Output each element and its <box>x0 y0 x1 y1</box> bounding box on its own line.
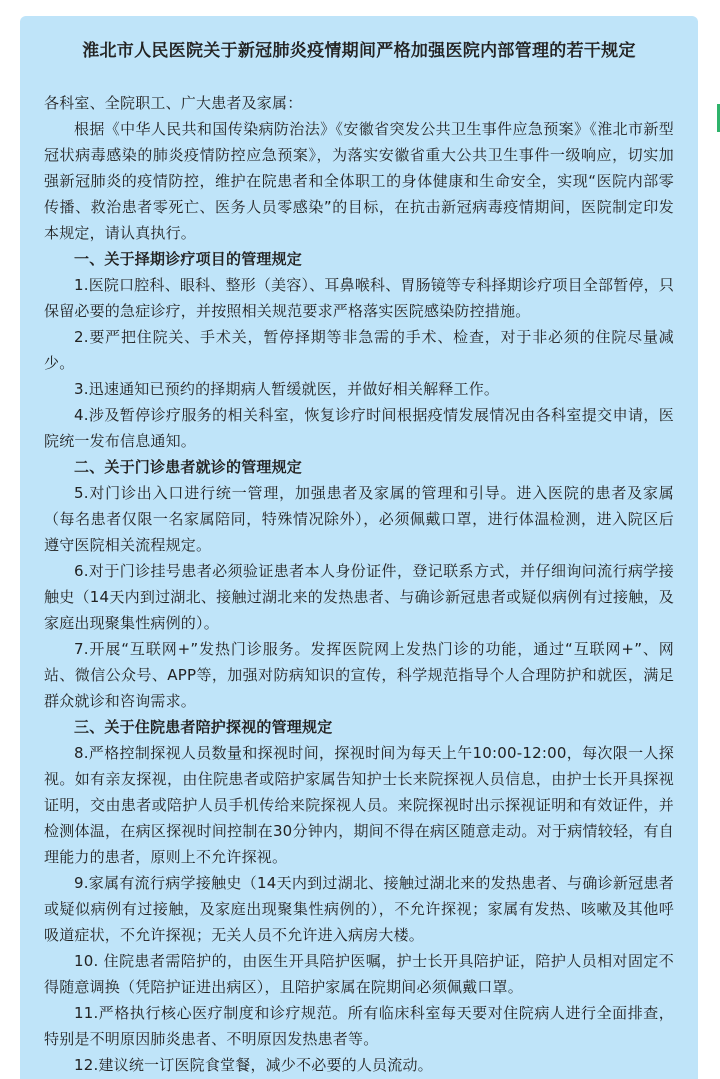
document-body <box>44 90 674 1078</box>
regulation-item-6: 6.对于门诊挂号患者必须验证患者本人身份证件，登记联系方式，并仔细询问流行病学接触史（14天内到过湖北、接触过湖北来的发热患者、与确诊新冠患者或疑似病例有过接触，及家庭出现聚集性病例的）。 <box>44 562 674 632</box>
section-heading-2: 二、关于门诊患者就诊的管理规定 <box>74 458 303 476</box>
regulation-item-12: 12.建议统一订医院食堂餐，减少不必要的人员流动。 <box>74 1056 433 1074</box>
regulation-item-8: 8.严格控制探视人员数量和探视时间，探视时间为每天上午10:00-12:00，每次限一人探视。如有亲友探视，由住院患者或陪护家属告知护士长来院探视人员信息，由护士长开具探视证明，交由患者或陪护人员手机传给来院探视人员。来院探视时出示探视证明和有效证件，并检测体温，在病区探视时间控制在30分钟内，期间不得在病区随意走动。对于病情较轻，有自理能力的患者，原则上不允许探视。 <box>44 744 674 866</box>
regulation-item-10: 10. 住院患者需陪护的，由医生开具陪护医嘱，护士长开具陪护证，陪护人员相对固定不得随意调换（凭陪护证进出病区），且陪护家属在院期间必须佩戴口罩。 <box>44 952 674 996</box>
regulation-item-2: 2.要严把住院关、手术关，暂停择期等非急需的手术、检查，对于非必须的住院尽量减少。 <box>44 328 674 372</box>
salutation: 各科室、全院职工、广大患者及家属： <box>44 94 303 112</box>
section-heading-3: 三、关于住院患者陪护探视的管理规定 <box>74 718 333 736</box>
intro-paragraph: 根据《中华人民共和国传染病防治法》《安徽省突发公共卫生事件应急预案》《淮北市新型冠状病毒感染的肺炎疫情防控应急预案》，为落实安徽省重大公共卫生事件一级响应，切实加强新冠肺炎的疫情防控，维护在院患者和全体职工的身体健康和生命安全，实现“医院内部零传播、救治患者零死亡、医务人员零感染”的目标，在抗击新冠病毒疫情期间，医院制定印发本规定，请认真执行。 <box>44 120 674 242</box>
notice-card <box>20 16 698 1079</box>
regulation-item-7: 7.开展“互联网+”发热门诊服务。发挥医院网上发热门诊的功能，通过“互联网+”、网站、微信公众号、APP等，加强对防病知识的宣传，科学规范指导个人合理防护和就医，满足群众就诊和咨询需求。 <box>44 640 674 710</box>
regulation-item-3: 3.迅速通知已预约的择期病人暂缓就医，并做好相关解释工作。 <box>74 380 500 398</box>
regulation-item-5: 5.对门诊出入口进行统一管理，加强患者及家属的管理和引导。进入医院的患者及家属（每名患者仅限一名家属陪同，特殊情况除外），必须佩戴口罩，进行体温检测，进入院区后遵守医院相关流程规定。 <box>44 484 674 554</box>
section-heading-1: 一、关于择期诊疗项目的管理规定 <box>74 250 303 268</box>
document-title: 淮北市人民医院关于新冠肺炎疫情期间严格加强医院内部管理的若干规定 <box>82 41 636 61</box>
regulation-item-9: 9.家属有流行病学接触史（14天内到过湖北、接触过湖北来的发热患者、与确诊新冠患者或疑似病例有过接触，及家庭出现聚集性病例的），不允许探视；家属有发热、咳嗽及其他呼吸道症状，不允许探视；无关人员不允许进入病房大楼。 <box>44 874 674 944</box>
regulation-item-11: 11.严格执行核心医疗制度和诊疗规范。所有临床科室每天要对住院病人进行全面排查，特别是不明原因肺炎患者、不明原因发热患者等。 <box>44 1004 674 1048</box>
regulation-item-4: 4.涉及暂停诊疗服务的相关科室，恢复诊疗时间根据疫情发展情况由各科室提交申请，医院统一发布信息通知。 <box>44 406 674 450</box>
regulation-item-1: 1.医院口腔科、眼科、整形（美容）、耳鼻喉科、胃肠镜等专科择期诊疗项目全部暂停，只保留必要的急症诊疗，并按照相关规范要求严格落实医院感染防控措施。 <box>44 276 675 320</box>
